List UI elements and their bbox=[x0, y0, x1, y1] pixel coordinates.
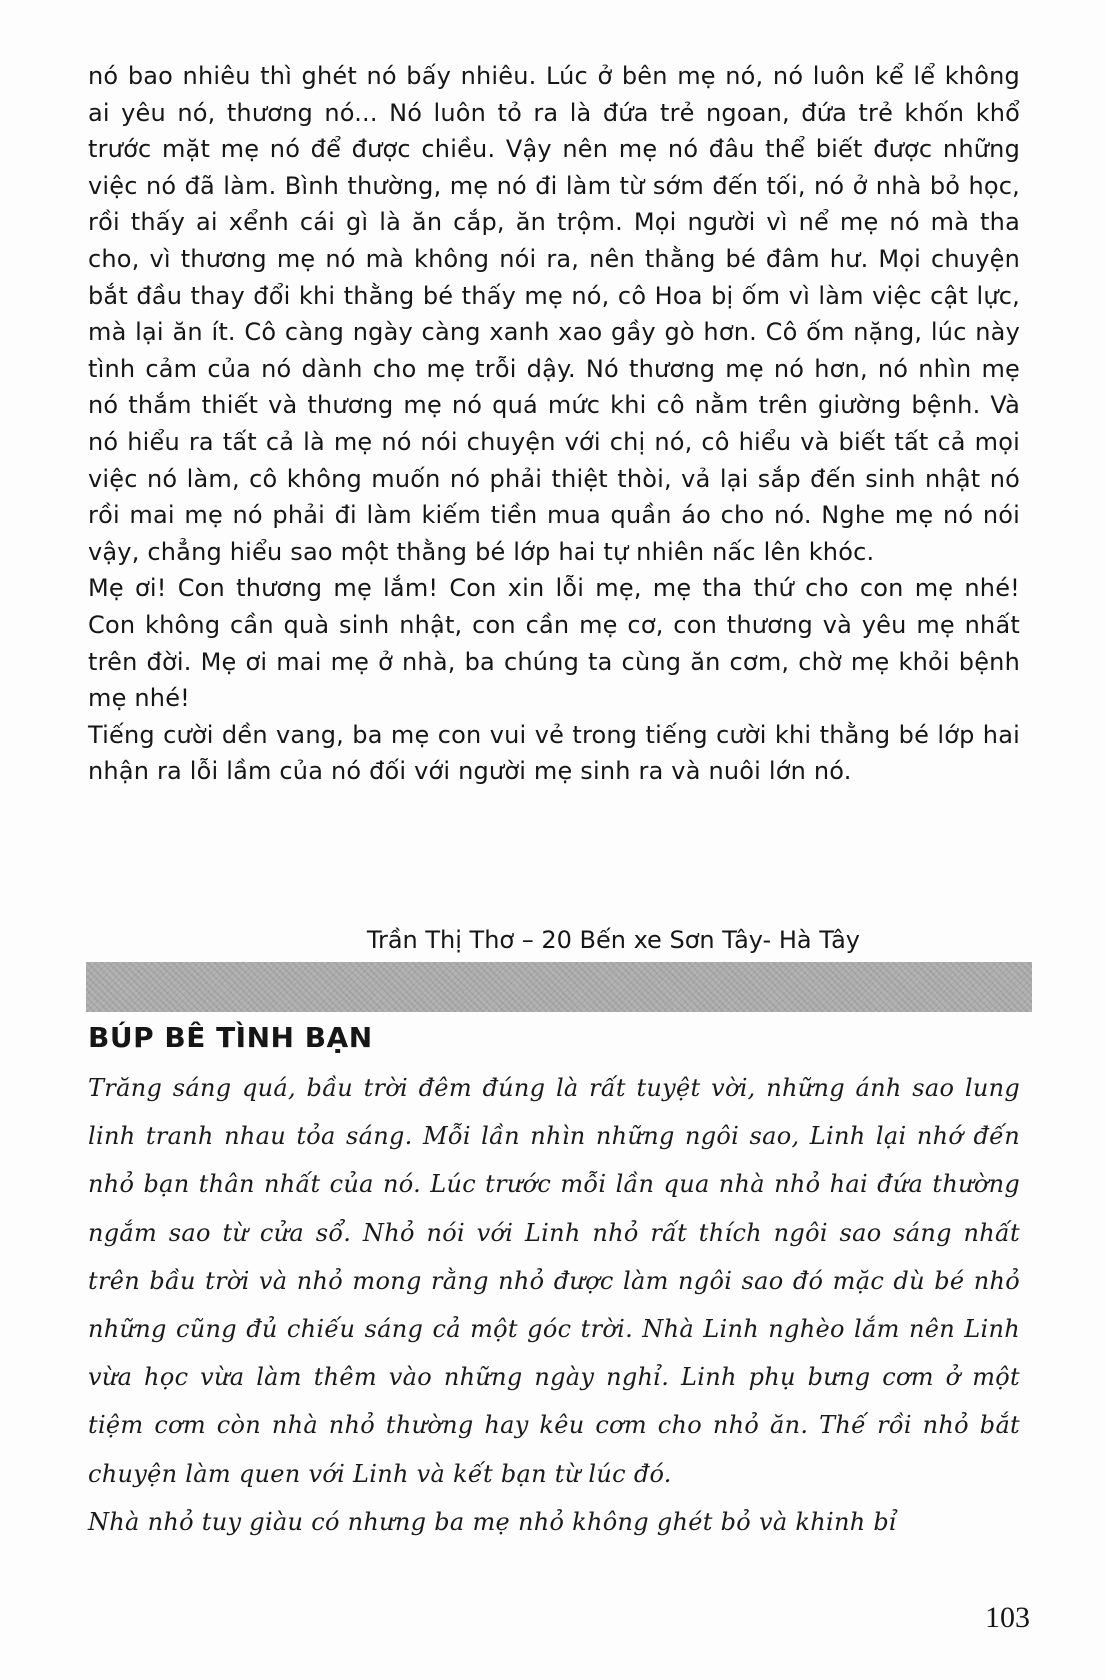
new-story-text bbox=[88, 1064, 1020, 1546]
story-title: BÚP BÊ TÌNH BẠN bbox=[88, 1021, 373, 1054]
paragraph: Mẹ ơi! Con thương mẹ lắm! Con xin lỗi mẹ, mẹ tha thứ cho con mẹ nhé! Con không cần quà sinh nhật, con cần mẹ cơ, con thương và yêu mẹ nhất trên đời. Mẹ ơi mai mẹ ở nhà, ba chúng ta cùng ăn cơm, chờ mẹ khỏi bệnh mẹ nhé! bbox=[88, 574, 1020, 713]
paragraph: nó bao nhiêu thì ghét nó bấy nhiêu. Lúc ở bên mẹ nó, nó luôn kể lể không ai yêu nó, thương nó... Nó luôn tỏ ra là đứa trẻ ngoan, đứa trẻ khốn khổ trước mặt mẹ nó để được chiều. Vậy nên mẹ nó đâu thể biết được những việc nó đã làm. Bình thường, mẹ nó đi làm từ sớm đến tối, nó ở nhà bỏ học, rồi thấy ai xểnh cái gì là ăn cắp, ăn trộm. Mọi người vì nể mẹ nó mà tha cho, vì thương mẹ nó mà không nói ra, nên thằng bé đâm hư. Mọi chuyện bắt đầu thay đổi khi thằng bé thấy mẹ nó, cô Hoa bị ốm vì làm việc cật lực, mà lại ăn ít. Cô càng ngày càng xanh xao gầy gò hơn. Cô ốm nặng, lúc này tình cảm của nó dành cho mẹ trỗi dậy. Nó thương mẹ nó hơn, nó nhìn mẹ nó thắm thiết và thương mẹ nó quá mức khi cô nằm trên giường bệnh. Và nó hiểu ra tất cả là mẹ nó nói chuyện với chị nó, cô hiểu và biết tất cả mọi việc nó làm, cô không muốn nó phải thiệt thòi, vả lại sắp đến sinh nhật nó rồi mai mẹ nó phải đi làm kiếm tiền mua quần áo cho nó. Nghe mẹ nó nói vậy, chẳng hiểu sao một thằng bé lớp hai tự nhiên nấc lên khóc. bbox=[88, 62, 1020, 566]
page-number: 103 bbox=[985, 1601, 1030, 1634]
paragraph: Trăng sáng quá, bầu trời đêm đúng là rất tuyệt vời, những ánh sao lung linh tranh nhau tỏa sáng. Mỗi lần nhìn những ngôi sao, Linh lại nhớ đến nhỏ bạn thân nhất của nó. Lúc trước mỗi lần qua nhà nhỏ hai đứa thường ngắm sao từ cửa sổ. Nhỏ nói với Linh nhỏ rất thích ngôi sao sáng nhất trên bầu trời và nhỏ mong rằng nhỏ được làm ngôi sao đó mặc dù bé nhỏ những cũng đủ chiếu sáng cả một góc trời. Nhà Linh nghèo lắm nên Linh vừa học vừa làm thêm vào những ngày nghỉ. Linh phụ bưng cơm ở một tiệm cơm còn nhà nhỏ thường hay kêu cơm cho nhỏ ăn. Thế rồi nhỏ bắt chuyện làm quen với Linh và kết bạn từ lúc đó. bbox=[88, 1074, 1020, 1488]
previous-story-text bbox=[88, 58, 1020, 790]
paragraph: Tiếng cười dền vang, ba mẹ con vui vẻ trong tiếng cười khi thằng bé lớp hai nhận ra lỗi lầm của nó đối với người mẹ sinh ra và nuôi lớn nó. bbox=[88, 720, 1020, 786]
paragraph: Nhà nhỏ tuy giàu có nhưng ba mẹ nhỏ không ghét bỏ và khinh bỉ bbox=[88, 1507, 898, 1536]
story-attribution: Trần Thị Thơ – 20 Bến xe Sơn Tây- Hà Tây bbox=[366, 926, 860, 954]
section-divider bbox=[86, 962, 1032, 1012]
